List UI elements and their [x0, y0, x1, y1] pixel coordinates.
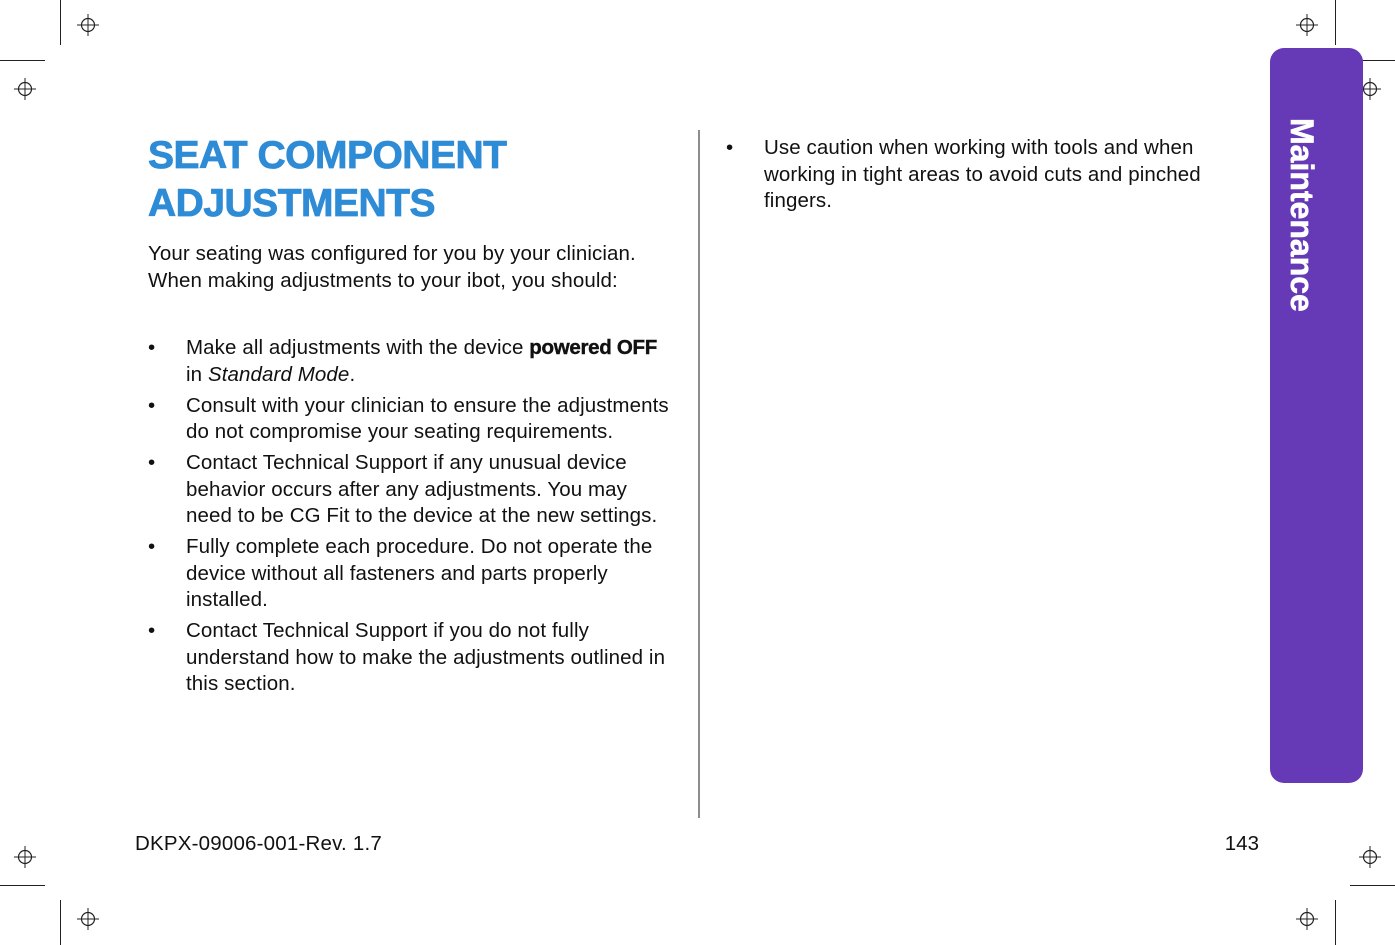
crop-mark: [1335, 0, 1336, 45]
section-tab-label: Maintenance: [1284, 118, 1320, 312]
registration-mark-icon: [1296, 908, 1318, 930]
intro-paragraph: Your seating was configured for you by your clinician. When making adjustments to your ibot, you should:: [148, 242, 636, 292]
page-title-line-1: SEAT COMPONENT: [148, 134, 507, 177]
registration-mark-icon: [1359, 846, 1381, 868]
page-title: [148, 132, 668, 228]
registration-mark-icon: [77, 14, 99, 36]
left-bullet-list: [148, 335, 678, 702]
bullet-icon: •: [148, 336, 156, 359]
footer-document-id: DKPX-09006-001-Rev. 1.7: [135, 832, 382, 855]
registration-mark-icon: [77, 908, 99, 930]
registration-mark-icon: [14, 78, 36, 100]
bullet-icon: •: [148, 393, 156, 417]
crop-mark: [0, 885, 45, 886]
bullet-icon: •: [726, 136, 734, 159]
list-item: • Use caution when working with tools and when working in tight areas to avoid cuts and pinched fingers.: [726, 136, 1201, 212]
list-item: • Make all adjustments with the device powered OFF in Standard Mode.: [148, 336, 657, 386]
crop-mark: [0, 60, 45, 61]
page-title-line-2: ADJUSTMENTS: [148, 182, 436, 225]
crop-mark: [60, 0, 61, 45]
list-item: • Fully complete each procedure. Do not operate the device without all fasteners and parts properly installed.: [148, 535, 653, 611]
list-item: • Contact Technical Support if any unusual device behavior occurs after any adjustments. You may need to be CG Fit to the device at the new settings.: [148, 451, 658, 527]
list-item: • Consult with your clinician to ensure the adjustments do not compromise your seating requirements.: [148, 393, 669, 443]
column-divider: [698, 130, 700, 818]
crop-mark: [1335, 900, 1336, 945]
bullet-icon: •: [148, 619, 156, 642]
emphasis-bold: powered OFF: [529, 336, 657, 359]
registration-mark-icon: [1296, 14, 1318, 36]
right-bullet-list: [726, 135, 1256, 215]
bullet-icon: •: [148, 535, 156, 558]
bullet-icon: •: [148, 451, 156, 474]
emphasis-italic: Standard Mode: [207, 362, 350, 386]
registration-mark-icon: [14, 846, 36, 868]
crop-mark: [60, 900, 61, 945]
crop-mark: [1350, 885, 1395, 886]
list-item: • Contact Technical Support if you do not fully understand how to make the adjustments outlined in this section.: [148, 619, 666, 695]
footer-page-number: 143: [1224, 832, 1259, 855]
